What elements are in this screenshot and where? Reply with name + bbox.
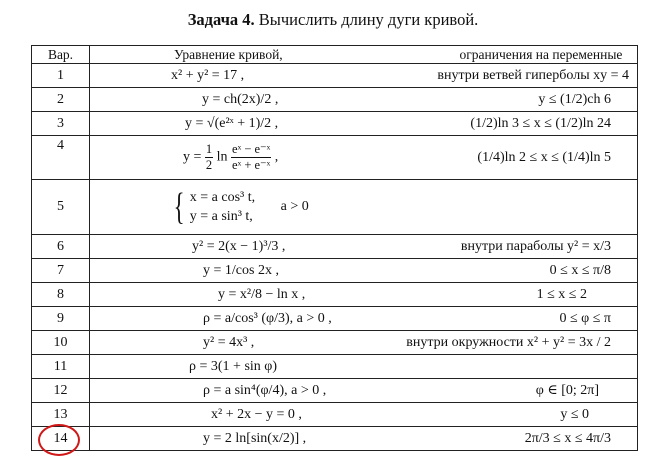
curve-equation: y = ch(2x)/2 , (90, 88, 364, 112)
table-row (32, 355, 638, 379)
variant-number: 5 (32, 180, 90, 235)
curve-equation: ρ = 3(1 + sin φ) (90, 355, 364, 379)
variant-number: 2 (32, 88, 90, 112)
parametric-system (190, 188, 255, 226)
table-row (32, 64, 638, 88)
task-title (0, 10, 666, 30)
variable-constraint: 1 ≤ x ≤ 2 (364, 283, 638, 307)
header-equation: Уравнение кривой, (90, 46, 364, 64)
fraction-numerator: 1 (205, 142, 213, 156)
curve-equation (90, 180, 364, 235)
fraction-denominator: eˣ + e⁻ˣ (232, 158, 271, 172)
table-row (32, 235, 638, 259)
task-number: Задача 4. (187, 10, 255, 29)
variant-number: 10 (32, 331, 90, 355)
curve-equation: x² + 2x − y = 0 , (90, 403, 364, 427)
curve-equation: y² = 4x³ , (90, 331, 364, 355)
table-row (32, 112, 638, 136)
variant-number: 8 (32, 283, 90, 307)
curve-equation: ρ = a/cos³ (φ/3), a > 0 , (90, 307, 364, 331)
curve-equation: y = 1/cos 2x , (90, 259, 364, 283)
system-line: x = a cos³ t, (189, 190, 256, 205)
header-constraints: ограничения на переменные (364, 46, 638, 64)
fraction-exp (231, 142, 271, 173)
table-row (32, 331, 638, 355)
variable-constraint (364, 355, 638, 379)
table-row (32, 403, 638, 427)
curve-equation: y = √(e²ˣ + 1)/2 , (90, 112, 364, 136)
curve-equation: y² = 2(x − 1)³/3 , (90, 235, 364, 259)
equation-prefix: y = (183, 149, 202, 165)
variable-constraint: внутри ветвей гиперболы xy = 4 (364, 64, 638, 88)
table-row (32, 136, 638, 180)
variable-constraint (364, 180, 638, 235)
variant-number: 6 (32, 235, 90, 259)
task-description: Вычислить длину дуги кривой. (258, 10, 479, 29)
variable-constraint: y ≤ (1/2)ch 6 (364, 88, 638, 112)
variant-number: 7 (32, 259, 90, 283)
curve-equation: x² + y² = 17 , (90, 64, 364, 88)
equation-suffix: , (274, 149, 279, 165)
variable-constraint: φ ∈ [0; 2π] (364, 379, 638, 403)
header-variant: Вар. (32, 46, 90, 64)
variant-number: 3 (32, 112, 90, 136)
variable-constraint: 2π/3 ≤ x ≤ 4π/3 (364, 427, 638, 451)
table-row (32, 307, 638, 331)
curve-equation: y = 2 ln[sin(x/2)] , (90, 427, 364, 451)
parameter-condition: a > 0 (280, 199, 309, 215)
table-header-row (32, 46, 638, 64)
variable-constraint: (1/2)ln 3 ≤ x ≤ (1/2)ln 24 (364, 112, 638, 136)
variable-constraint: 0 ≤ x ≤ π/8 (364, 259, 638, 283)
table-row (32, 259, 638, 283)
table-row (32, 379, 638, 403)
curve-equation: y = x²/8 − ln x , (90, 283, 364, 307)
variant-number: 9 (32, 307, 90, 331)
variant-number: 1 (32, 64, 90, 88)
variant-number: 13 (32, 403, 90, 427)
fraction-numerator: eˣ − e⁻ˣ (232, 142, 271, 156)
variant-number: 4 (32, 136, 90, 180)
variable-constraint: внутри окружности x² + y² = 3x / 2 (364, 331, 638, 355)
curve-equation (90, 136, 364, 180)
fraction-half (205, 142, 213, 173)
system-line: y = a sin³ t, (189, 209, 253, 224)
variable-constraint: y ≤ 0 (364, 403, 638, 427)
curve-equation: ρ = a sin⁴(φ/4), a > 0 , (90, 379, 364, 403)
table-row (32, 180, 638, 235)
variant-number: 14 (32, 427, 90, 451)
variant-number: 11 (32, 355, 90, 379)
equation-ln: ln (216, 149, 228, 165)
variable-constraint: внутри параболы y² = x/3 (364, 235, 638, 259)
table-row (32, 283, 638, 307)
fraction-denominator: 2 (205, 158, 213, 172)
variants-table (31, 45, 638, 451)
variable-constraint: 0 ≤ φ ≤ π (364, 307, 638, 331)
system-brace: { (173, 186, 185, 228)
variant-number: 12 (32, 379, 90, 403)
table-row (32, 88, 638, 112)
table-row (32, 427, 638, 451)
variable-constraint: (1/4)ln 2 ≤ x ≤ (1/4)ln 5 (364, 136, 638, 180)
